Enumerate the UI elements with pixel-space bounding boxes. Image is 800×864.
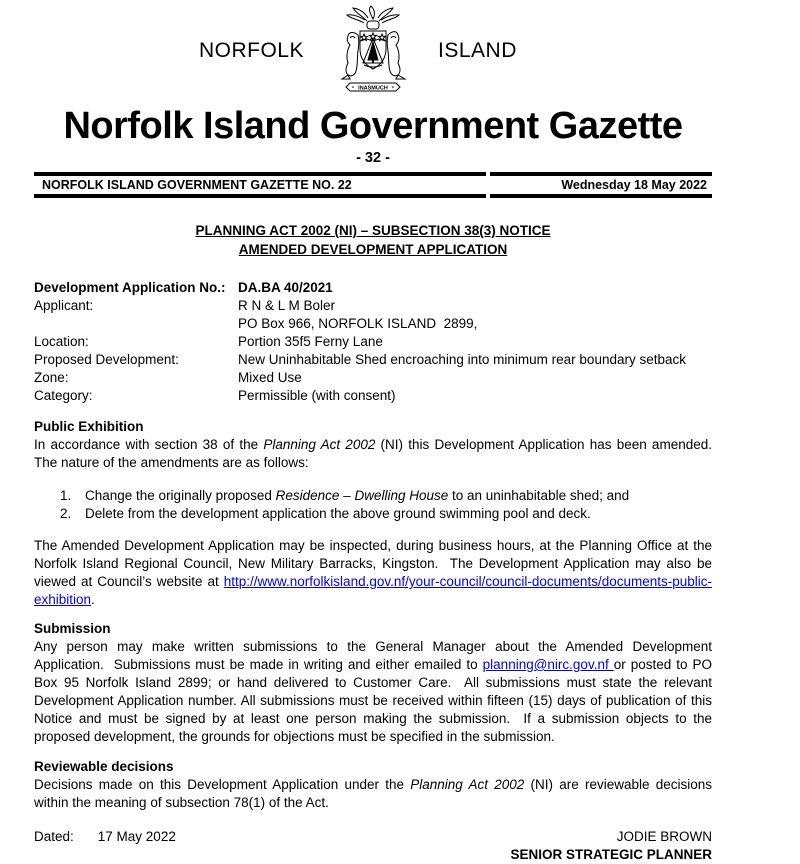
text-segment: Decisions made on this Development Application under the xyxy=(34,777,411,792)
dated-line xyxy=(34,828,176,846)
website-link[interactable]: http://www.norfolkisland.gov.nf/your-council/council-documents/documents-public-exhibition xyxy=(34,574,712,607)
text-segment: (NI) this Development Application has been amended. The nature of the amendments are as follows: xyxy=(34,437,712,470)
coat-of-arms-icon xyxy=(320,5,426,97)
page-title: Norfolk Island Government Gazette xyxy=(63,105,683,147)
notice-heading-amended: AMENDED DEVELOPMENT APPLICATION xyxy=(238,242,508,257)
notice-heading-act: PLANNING ACT 2002 (NI) – SUBSECTION 38(3) NOTICE xyxy=(195,223,551,238)
text-segment: Any person may make written submissions to the General Manager about the Amended Development Application. Submissions must be made in writing and either emailed to xyxy=(34,639,712,672)
detail-row-application-no xyxy=(34,279,712,297)
dated-label: Dated: xyxy=(34,829,74,844)
detail-value: New Uninhabitable Shed encroaching into minimum rear boundary setback xyxy=(238,352,686,367)
text-segment: Planning Act 2002 xyxy=(410,777,525,792)
gazette-number: NORFOLK ISLAND GOVERNMENT GAZETTE NO. 22 xyxy=(34,172,486,198)
text-segment: Planning Act 2002 xyxy=(263,437,376,452)
masthead-word-norfolk: NORFOLK xyxy=(198,39,304,62)
inspection-paragraph xyxy=(34,537,712,609)
signature-block xyxy=(510,828,712,864)
text-segment: (NI) are reviewable decisions within the meaning of subsection 78(1) of the Act. xyxy=(34,777,712,810)
detail-value: R N & L M Boler xyxy=(238,298,336,313)
detail-label: Zone: xyxy=(34,370,69,385)
public-exhibition-intro xyxy=(34,436,712,472)
text-segment: Change the originally proposed xyxy=(85,488,276,503)
public-exhibition-heading: Public Exhibition xyxy=(34,419,144,434)
notice-headings xyxy=(34,221,712,259)
detail-row-category xyxy=(34,387,712,405)
detail-row-zone xyxy=(34,369,712,387)
amendments-list xyxy=(34,487,712,523)
list-item-text xyxy=(85,505,712,523)
detail-label: Development Application No.: xyxy=(34,280,226,295)
gazette-bar xyxy=(34,172,712,198)
reviewable-decisions-paragraph xyxy=(34,776,712,812)
reviewable-decisions-heading: Reviewable decisions xyxy=(34,759,174,774)
footer xyxy=(34,828,712,864)
crest-motto: INASMUCH xyxy=(358,85,388,92)
list-number: 2. xyxy=(60,506,72,521)
detail-value: Portion 35f5 Ferny Lane xyxy=(238,334,383,349)
coat-of-arms xyxy=(320,5,426,97)
list-number: 1. xyxy=(60,488,72,503)
detail-label: Location: xyxy=(34,334,89,349)
detail-label: Category: xyxy=(34,388,93,403)
application-details xyxy=(34,279,712,405)
detail-value: Mixed Use xyxy=(238,370,302,385)
page-number: - 32 - xyxy=(356,150,390,166)
submission-heading: Submission xyxy=(34,621,111,636)
text-segment: In accordance with section 38 of the xyxy=(34,437,264,452)
detail-label: Applicant: xyxy=(34,298,94,313)
list-item-text xyxy=(85,487,712,505)
masthead-word-island: ISLAND xyxy=(438,39,517,62)
gazette-date: Wednesday 18 May 2022 xyxy=(490,172,712,198)
detail-label: Proposed Development: xyxy=(34,352,179,367)
text-segment: . xyxy=(91,592,95,607)
email-link[interactable]: planning@nirc.gov.nf xyxy=(482,657,614,672)
detail-value: Permissible (with consent) xyxy=(238,388,396,403)
detail-row-applicant xyxy=(34,297,712,315)
text-segment: to an uninhabitable shed; and xyxy=(448,488,630,503)
text-segment: Residence – Dwelling House xyxy=(275,488,449,503)
signatory-name: JODIE BROWN xyxy=(616,829,712,844)
text-segment: The Amended Development Application may be inspected, during business hours, at the Planning Office at the Norfolk Island Regional Council, New Military Barracks, Kingston. The Development Application may also be viewed at Council’s website at xyxy=(34,538,712,589)
text-segment: Delete from the development application the above ground swimming pool and deck. xyxy=(85,506,591,521)
masthead xyxy=(34,4,712,98)
detail-label xyxy=(34,315,238,333)
list-item xyxy=(60,487,712,505)
detail-row-applicant-address xyxy=(34,315,712,333)
list-item xyxy=(60,505,712,523)
detail-row-location xyxy=(34,333,712,351)
submission-paragraph xyxy=(34,638,712,746)
dated-value: 17 May 2022 xyxy=(97,829,176,844)
detail-value: PO Box 966, NORFOLK ISLAND 2899, xyxy=(238,316,478,331)
text-segment: or posted to PO Box 95 Norfolk Island 2899; or hand delivered to Customer Care. All submissions must state the relevant Development Application number. All submissions must be received within fifteen (15) days of publication of this Notice and must be signed by at least one person making the submission. If a submission objects to the proposed development, the grounds for objections must be specified in the submission. xyxy=(34,657,712,744)
signatory-title: SENIOR STRATEGIC PLANNER xyxy=(510,847,712,862)
detail-value: DA.BA 40/2021 xyxy=(238,280,333,295)
detail-row-proposed-development xyxy=(34,351,712,369)
